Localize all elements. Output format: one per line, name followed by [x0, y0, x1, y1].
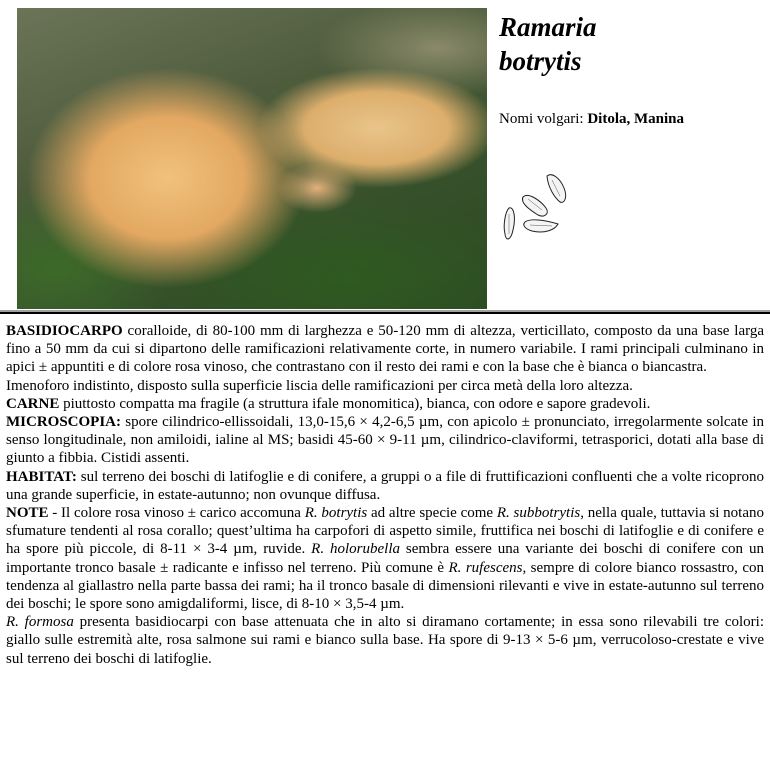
basidiocarpo-heading: BASIDIOCARPO	[6, 323, 123, 339]
species-title	[499, 10, 597, 78]
species-ref: R. rufescens	[448, 559, 523, 576]
carne-text: piuttosto compatta ma fragile (a struttura ifale monomitica), bianca, con odore e sapore gradevoli.	[59, 395, 651, 412]
habitat-paragraph	[6, 468, 764, 504]
note-text: ad altre specie come	[367, 505, 497, 522]
common-names-value: Ditola, Manina	[587, 111, 685, 127]
carne-heading: CARNE	[6, 395, 60, 412]
note-text: sembra essere una variante dei boschi di conifere con un importante tronco basale ± radicante e infisso nel terreno. Più comune è	[6, 541, 764, 576]
microscopia-paragraph	[6, 413, 764, 468]
formosa-text: presenta basidiocarpi con base attenuata che in alto si diramano cortamente; in essa sono rilevabili tre colori: giallo sulle estremità alte, rosa salmone sui rami e bianco sulla base. Ha spore di 9-13 × 5-6 µm, verrucoloso-crestate e vive sul terreno dei boschi di latifoglie.	[6, 614, 765, 667]
imenoforo-paragraph: Imenoforo indistinto, disposto sulla superficie liscia delle ramificazioni per circa metà della loro altezza.	[6, 377, 633, 394]
species-ref: R. holorubella	[311, 541, 400, 558]
microscopia-heading: MICROSCOPIA:	[6, 414, 121, 431]
species-ref: R. subbotrytis	[496, 505, 581, 522]
habitat-heading: HABITAT:	[6, 468, 77, 485]
title-genus: Ramaria	[499, 12, 597, 42]
separator-black	[0, 312, 770, 314]
microscopia-text: spore cilindrico-ellissoidali, 13,0-15,6 × 4,2-6,5 µm, con apicolo ± pronunciato, irregolarmente solcate in senso longitudinale, non amiloidi, ialine al MS; basidi 45-60 × 9-11 µm, cilindrico-claviformi, tetrasporici, dotati alla base di giunto a fibbia. Cistidi assenti.	[6, 414, 764, 467]
common-names-label: Nomi volgari:	[499, 111, 588, 127]
habitat-text: sul terreno dei boschi di latifoglie e di conifere, a gruppi o a file di fruttificazioni confluenti che a volte ricoprono una grande superficie, in estate-autunno; non ovunque diffusa.	[6, 468, 764, 503]
note-paragraph	[6, 504, 764, 613]
note-text: , sempre di colore bianco rossastro, con tendenza al giallastro nella parte bassa dei rami; ha il tronco basale di dimensioni rilevanti e vive in estate-autunno sul terreno dei boschi; le spore sono amigdaliformi, lisce, di 8-10 × 3,5-4 µm.	[6, 559, 764, 613]
basidiocarpo-text: coralloide, di 80-100 mm di larghezza e 50-120 mm di altezza, verticillato, composto da una base larga fino a 50 mm da cui si dipartono delle ramificazioni relativamente corte, in numero variabile. I rami principali culminano in apici ± appuntiti e di colore rosa vinoso, che contrastano con il resto dei rami e con la base che è bianca o biancastra.	[6, 323, 764, 376]
carne-paragraph	[6, 395, 764, 413]
formosa-paragraph	[6, 613, 764, 668]
title-species: botrytis	[499, 46, 582, 76]
note-text: - Il colore rosa vinoso ± carico accomuna	[48, 505, 305, 522]
note-text: , nella quale, tuttavia si notano sfumature tendenti al rosa corallo; quest’ultima ha carpofori di aspetto simile, fruttifica nei boschi di latifoglie e di conifere e ha spore più piccole, di 8-11 × 3-4 µm, ruvide.	[6, 505, 764, 558]
common-names	[499, 111, 684, 128]
spores-illustration	[500, 168, 575, 248]
note-heading: NOTE	[6, 505, 49, 522]
basidiocarpo-paragraph	[6, 322, 764, 377]
species-ref: R. formosa	[6, 614, 74, 631]
mushroom-photo	[17, 8, 487, 309]
description-body	[6, 322, 764, 668]
species-ref: R. botrytis	[304, 505, 368, 522]
